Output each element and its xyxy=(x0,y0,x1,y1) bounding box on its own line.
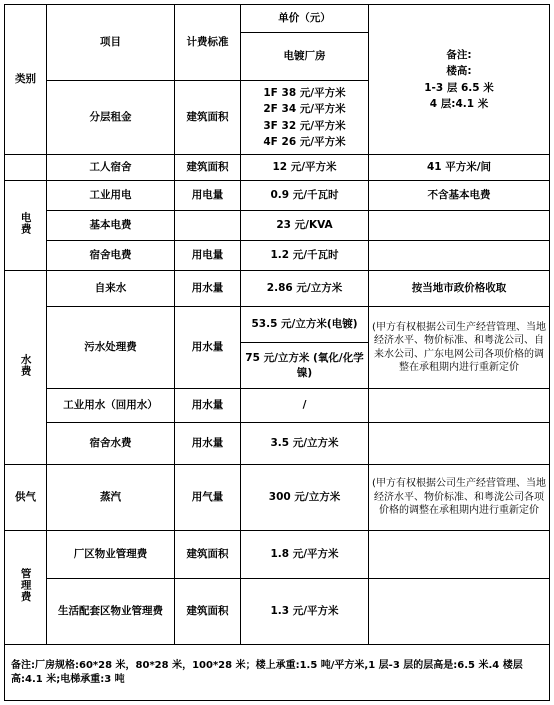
remark-line: 楼高: xyxy=(446,65,472,78)
category-electricity xyxy=(5,181,47,271)
mgmt-item: 厂区物业管理费 xyxy=(47,531,175,579)
elec-remark: 不含基本电费 xyxy=(369,181,550,211)
water-industrial-remark xyxy=(369,389,550,423)
dorm-item: 工人宿舍 xyxy=(47,155,175,181)
dorm-remark: 41 平方米/间 xyxy=(369,155,550,181)
elec-item: 基本电费 xyxy=(47,211,175,241)
dorm-price: 12 元/平方米 xyxy=(241,155,369,181)
water-tap-standard: 用水量 xyxy=(175,271,241,307)
category-label: 电费 xyxy=(19,211,32,235)
header-item: 项目 xyxy=(47,5,175,81)
elec-standard: 用电量 xyxy=(175,181,241,211)
water-sewage-item: 污水处理费 xyxy=(47,307,175,389)
mgmt-price: 1.8 元/平方米 xyxy=(241,531,369,579)
gas-item: 蒸汽 xyxy=(47,465,175,531)
dorm-category-empty xyxy=(5,155,47,181)
elec-remark xyxy=(369,211,550,241)
category-gas xyxy=(5,465,47,531)
header-unit-price-sub: 电镀厂房 xyxy=(241,33,369,81)
elec-standard: 用电量 xyxy=(175,241,241,271)
remark-line: 1-3 层 6.5 米 xyxy=(424,81,494,94)
mgmt-item: 生活配套区物业管理费 xyxy=(47,579,175,645)
gas-price: 300 元/立方米 xyxy=(241,465,369,531)
rent-price-4f: 4F 26 元/平方米 xyxy=(263,135,346,148)
rent-standard: 建筑面积 xyxy=(175,81,241,155)
remark-line: 备注: xyxy=(446,48,472,61)
rent-prices xyxy=(241,81,369,155)
water-sewage-price-a: 53.5 元/立方米(电镀) xyxy=(241,307,369,343)
water-dorm-remark xyxy=(369,423,550,465)
footer-note: 备注:厂房规格:60*28 米，80*28 米，100*28 米；楼上承重:1.5 吨/平方米,1 层-3 层的层高是:6.5 米.4 楼层高:4.1 米;电梯承重:3 吨 xyxy=(5,645,550,701)
elec-price: 23 元/KVA xyxy=(241,211,369,241)
water-sewage-price-b: 75 元/立方米 (氧化/化学镍) xyxy=(241,343,369,389)
header-remarks xyxy=(369,5,550,155)
category-label: 管理费 xyxy=(19,568,32,603)
elec-item: 宿舍电费 xyxy=(47,241,175,271)
category-label: 供气 xyxy=(15,491,36,504)
elec-item: 工业用电 xyxy=(47,181,175,211)
header-standard: 计费标准 xyxy=(175,5,241,81)
category-water xyxy=(5,271,47,465)
fee-table xyxy=(4,4,550,701)
mgmt-remark xyxy=(369,579,550,645)
header-unit-price: 单价（元） xyxy=(241,5,369,33)
water-sewage-remark: (甲方有权根据公司生产经营管理、当地经济水平、物价标准、和粤泷公司、自来水公司、广东电网公司各项价格的调整在承租期内进行重新定价 xyxy=(369,307,550,389)
remark-line: 4 层:4.1 米 xyxy=(429,97,489,110)
water-dorm-price: 3.5 元/立方米 xyxy=(241,423,369,465)
rent-price-1f: 1F 38 元/平方米 xyxy=(263,86,346,99)
mgmt-standard: 建筑面积 xyxy=(175,531,241,579)
water-sewage-standard: 用水量 xyxy=(175,307,241,389)
gas-standard: 用气量 xyxy=(175,465,241,531)
elec-price: 0.9 元/千瓦时 xyxy=(241,181,369,211)
elec-price: 1.2 元/千瓦时 xyxy=(241,241,369,271)
water-dorm-item: 宿舍水费 xyxy=(47,423,175,465)
water-industrial-standard: 用水量 xyxy=(175,389,241,423)
rent-price-3f: 3F 32 元/平方米 xyxy=(263,119,346,132)
water-tap-price: 2.86 元/立方米 xyxy=(241,271,369,307)
water-industrial-price: / xyxy=(241,389,369,423)
elec-remark xyxy=(369,241,550,271)
water-tap-item: 自来水 xyxy=(47,271,175,307)
water-dorm-standard: 用水量 xyxy=(175,423,241,465)
category-cell-lei xyxy=(5,5,47,155)
mgmt-price: 1.3 元/平方米 xyxy=(241,579,369,645)
category-label: 水费 xyxy=(19,353,32,377)
mgmt-standard: 建筑面积 xyxy=(175,579,241,645)
gas-remark: (甲方有权根据公司生产经营管理、当地经济水平、物价标准、和粤泷公司各项价格的调整在承租期内进行重新定价 xyxy=(369,465,550,531)
category-management xyxy=(5,531,47,645)
mgmt-remark xyxy=(369,531,550,579)
dorm-standard: 建筑面积 xyxy=(175,155,241,181)
rent-item: 分层租金 xyxy=(47,81,175,155)
rent-price-2f: 2F 34 元/平方米 xyxy=(263,103,346,116)
water-tap-remark: 按当地市政价格收取 xyxy=(369,271,550,307)
category-label: 类别 xyxy=(15,73,36,86)
water-industrial-item: 工业用水（回用水） xyxy=(47,389,175,423)
elec-standard xyxy=(175,211,241,241)
